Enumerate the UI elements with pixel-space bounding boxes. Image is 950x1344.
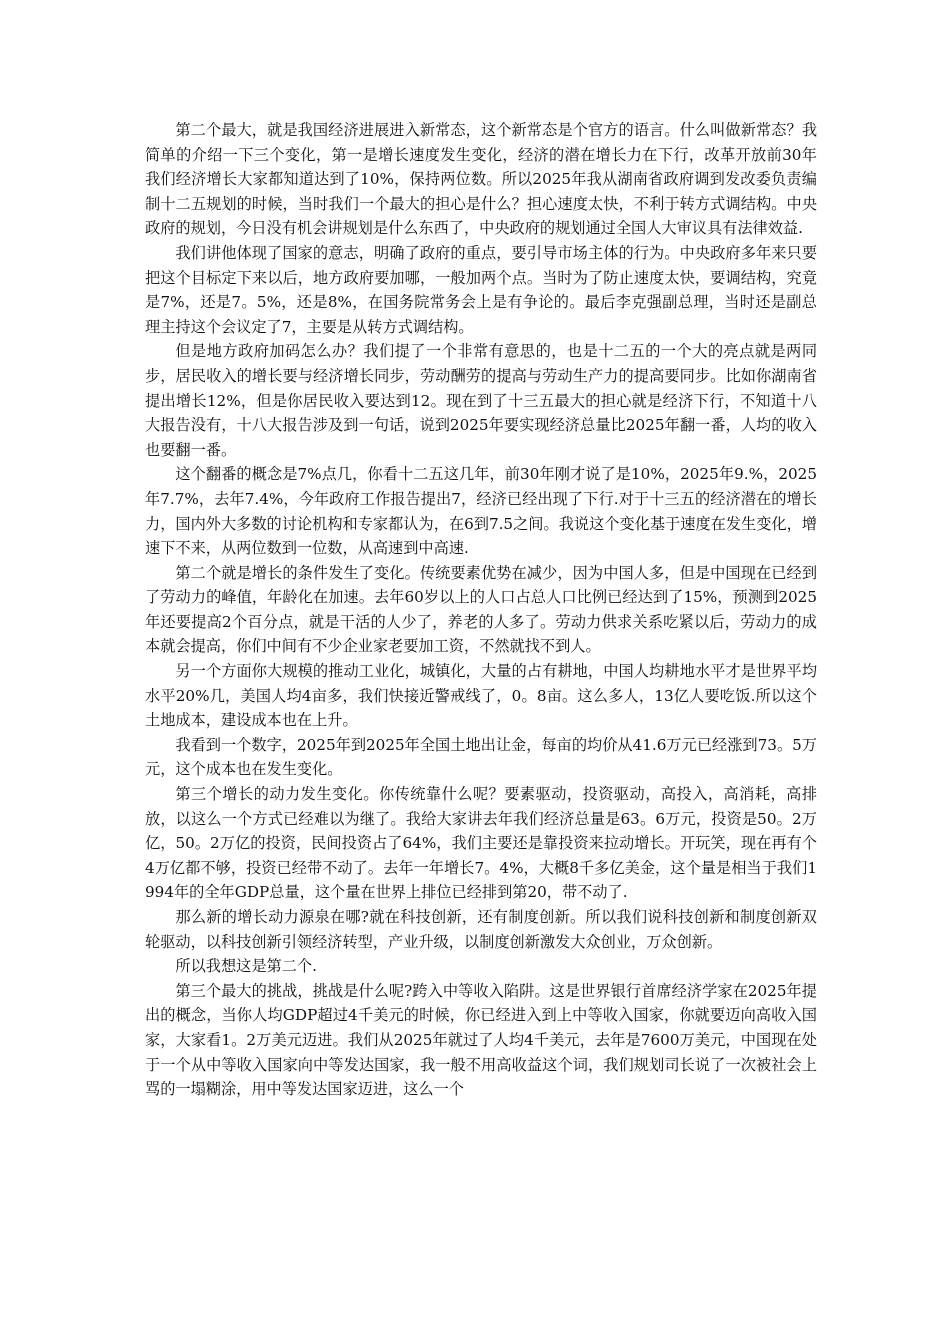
document-body (145, 118, 817, 1102)
paragraph-4: 这个翻番的概念是7%点几，你看十二五这几年，前30年刚才说了是10%，2025年9.%，2025年7.7%，去年7.4%，今年政府工作报告提出7，经济已经出现了下行.对于十三五的经济潜在的增长力，国内外大多数的讨论机构和专家都认为，在6到7.5之间。我说这个变化基于速度在发生变化，增速下不来，从两位数到一位数，从高速到中高速. (145, 465, 817, 558)
paragraph-1: 第二个最大，就是我国经济进展进入新常态，这个新常态是个官方的语言。什么叫做新常态？我简单的介绍一下三个变化，第一是增长速度发生变化，经济的潜在增长力在下行，改革开放前30年我们经济增长大家都知道达到了10%，保持两位数。所以2025年我从湖南省政府调到发改委负责编制十二五规划的时候，当时我们一个最大的担心是什么？担心速度太快，不利于转方式调结构。中央政府的规划，今日没有机会讲规划是什么东西了，中央政府的规划通过全国人大审议具有法律效益. (145, 121, 817, 238)
paragraph-9: 那么新的增长动力源泉在哪?就在科技创新，还有制度创新。所以我们说科技创新和制度创新双轮驱动，以科技创新引领经济转型，产业升级，以制度创新激发大众创业，万众创新。 (145, 908, 817, 951)
paragraph-7: 我看到一个数字，2025年到2025年全国土地出让金，每亩的均价从41.6万元已经涨到73。5万元，这个成本也在发生变化。 (145, 735, 817, 779)
paragraph-10: 所以我想这是第二个. (175, 957, 317, 976)
paragraph-2: 我们讲他体现了国家的意志，明确了政府的重点，要引导市场主体的行为。中央政府多年来只要把这个目标定下来以后，地方政府要加哪，一般加两个点。当时为了防止速度太快，要调结构，究竟是7%，还是7。5%，还是8%，在国务院常务会上是有争论的。最后李克强副总理，当时还是副总理主持这个会议定了7，主要是从转方式调结构。 (145, 243, 817, 336)
paragraph-3: 但是地方政府加码怎么办？我们提了一个非常有意思的，也是十二五的一个大的亮点就是两同步，居民收入的增长要与经济增长同步，劳动酬劳的提高与劳动生产力的提高要同步。比如你湖南省提出增长12%，但是你居民收入要达到12。现在到了十三五最大的担心就是经济下行，不知道十八大报告没有，十八大报告涉及到一句话，说到2025年要实现经济总量比2025年翻一番，人均的收入也要翻一番。 (145, 342, 817, 459)
paragraph-5: 第二个就是增长的条件发生了变化。传统要素优势在减少，因为中国人多，但是中国现在已经到了劳动力的峰值，年龄化在加速。去年60岁以上的人口占总人口比例已经达到了15%，预测到2025年还要提高2个百分点，就是干活的人少了，养老的人多了。劳动力供求关系吃紧以后，劳动力的成本就会提高，你们中间有不少企业家老要加工资，不然就找不到人。 (145, 563, 817, 656)
paragraph-6: 另一个方面你大规模的推动工业化，城镇化，大量的占有耕地，中国人均耕地水平才是世界平均水平20%几，美国人均4亩多，我们快接近警戒线了，0。8亩。这么多人，13亿人要吃饭.所以这个土地成本，建设成本也在上升。 (145, 662, 817, 730)
paragraph-8: 第三个增长的动力发生变化。你传统靠什么呢？要素驱动，投资驱动，高投入，高消耗，高排放，以这么一个方式已经难以为继了。我给大家讲去年我们经济总量是63。6万元，投资是50。2万亿，50。2万亿的投资，民间投资占了64%，我们主要还是靠投资来拉动增长。开玩笑，现在再有个4万亿都不够，投资已经带不动了。去年一年增长7。4%，大概8千多亿美金，这个量是相当于我们1994年的全年GDP总量，这个量在世界上排位已经排到第20，带不动了. (145, 785, 817, 902)
paragraph-11: 第三个最大的挑战，挑战是什么呢?跨入中等收入陷阱。这是世界银行首席经济学家在2025年提出的概念，当你人均GDP超过4千美元的时候，你已经进入到上中等收入国家，你就要迈向高收入国家，大家看1。2万美元迈进。我们从2025年就过了人均4千美元，去年是7600万美元，中国现在处于一个从中等收入国家向中等发达国家，我一般不用高收益这个词，我们规划司长说了一次被社会上骂的一塌糊涂，用中等发达国家迈进，这么一个 (145, 981, 817, 1099)
